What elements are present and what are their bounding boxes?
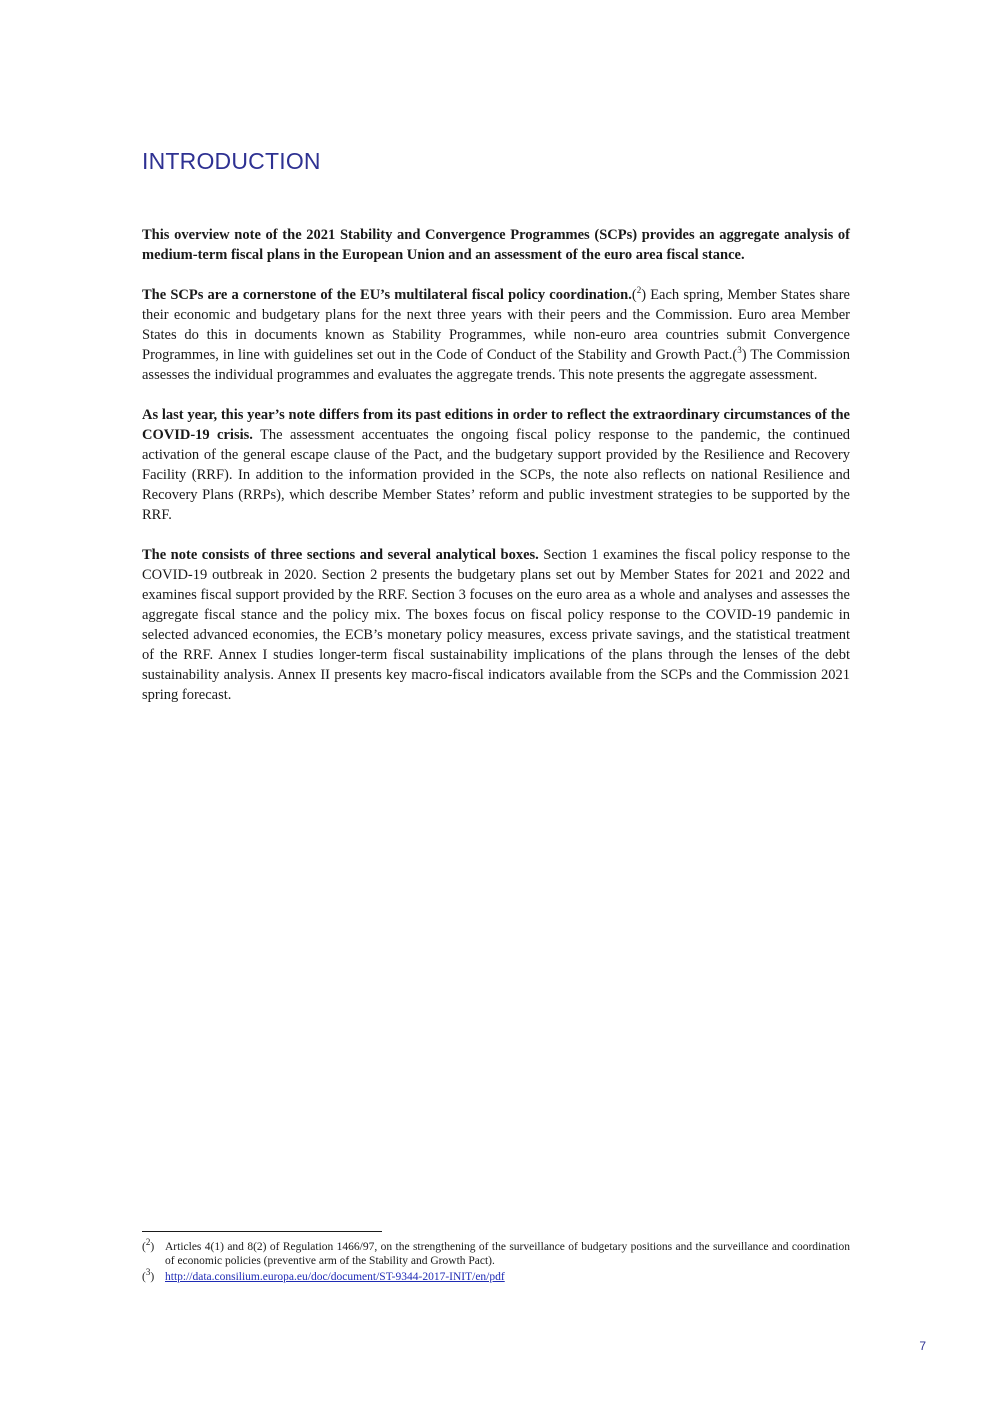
footnote-item [142, 1237, 850, 1268]
paragraph-lead: The SCPs are a cornerstone of the EU’s multilateral fiscal policy coordination. [142, 287, 632, 303]
footnotes [142, 1237, 850, 1286]
paragraph-lead: As last year, this year’s note differs from its past editions in order to reflect the extraordinary circumstances of the COVID-19 crisis. [142, 407, 850, 443]
paragraph-lead: This overview note of the 2021 Stability and Convergence Programmes (SCPs) provides an aggregate analysis of medium-term fiscal plans in the European Union and an assessment of the euro area fiscal stance. [142, 227, 850, 263]
footnote-divider [142, 1231, 382, 1232]
body-text [142, 225, 850, 725]
paragraph-text: The assessment accentuates the ongoing fiscal policy response to the pandemic, the continued activation of the general escape clause of the Pact, and the budgetary support provided by the Resilience and Recovery Facility (RRF). In addition to the information provided in the SCPs, the note also reflects on national Resilience and Recovery Plans (RRPs), which describe Member States’ reform and public investment strategies to be supported by the RRF. [142, 427, 850, 523]
footnote-link[interactable]: http://data.consilium.europa.eu/doc/document/ST-9344-2017-INIT/en/pdf [165, 1271, 505, 1283]
footnote-number: ($^3$) [142, 1267, 155, 1283]
footnote-ref-open: ( [631, 287, 637, 303]
section-heading: INTRODUCTION [142, 148, 321, 174]
footnote-ref-2[interactable]: 2 [636, 285, 642, 296]
paragraph-text: Section 1 examines the fiscal policy response to the COVID-19 outbreak in 2020. Section 2 presents the budgetary plans set out by Member States for 2021 and 2022 and examines fiscal support provided by the RRF. Section 3 focuses on the euro area as a whole and analyses and assesses the aggregate fiscal stance and the policy mix. The boxes focus on fiscal policy response to the COVID-19 pandemic in selected advanced economies, the ECB’s monetary policy measures, excess private savings, and the statistical treatment of the RRF. Annex I studies longer-term fiscal sustainability implications of the plans through the lenses of the debt sustainability analysis. Annex II presents key macro-fiscal indicators available from the SCPs and the Commission 2021 spring forecast. [142, 547, 851, 703]
page-number: 7 [919, 1339, 926, 1353]
paragraph-covid [142, 405, 850, 525]
paragraph-lead: The note consists of three sections and several analytical boxes. [142, 547, 539, 563]
paragraph-text: Each spring, Member States share their economic and budgetary plans for the next three years with their peers and the Commission. Euro area Member States do this in documents known as Stability Programmes, while non-euro area countries submit Convergence Programmes, in line with guidelines set out in the Code of Conduct of the Stability and Growth Pact. [142, 287, 850, 363]
paragraph-structure [142, 545, 850, 705]
paragraph-text: The Commission assesses the individual programmes and evaluates the aggregate trends. This note presents the aggregate assessment. [142, 347, 850, 383]
footnote-ref-3[interactable]: 3 [737, 345, 742, 356]
footnote-ref-open: ( [732, 347, 738, 363]
footnote-number: ($^2$) [142, 1237, 155, 1253]
footnote-item [142, 1267, 850, 1284]
footnote-ref-close: ) [741, 347, 747, 363]
paragraph-intro [142, 225, 850, 265]
footnote-text: Articles 4(1) and 8(2) of Regulation 1466/97, on the strengthening of the surveillance of budgetary positions and the surveillance and coordination of economic policies (preventive arm of the Stability and Growth Pact). [165, 1241, 850, 1267]
footnote-ref-close: ) [641, 287, 647, 303]
paragraph-scps [142, 285, 850, 385]
